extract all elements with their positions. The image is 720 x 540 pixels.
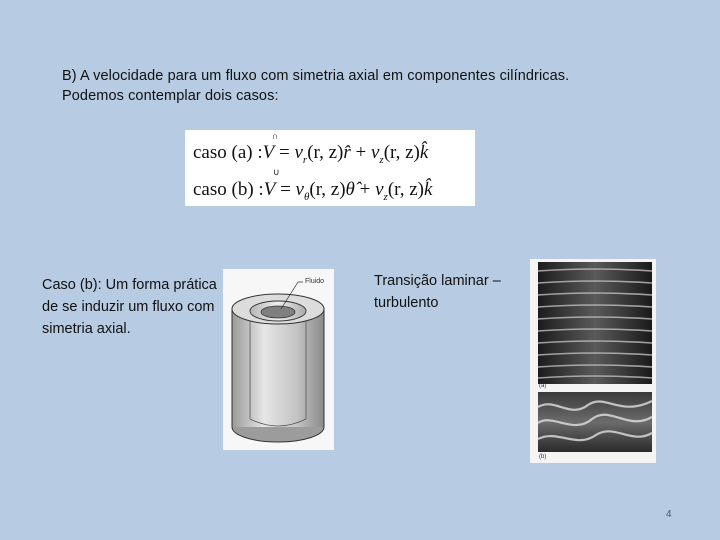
cylinder-drawing: [223, 269, 334, 450]
flow-photographs: [530, 259, 656, 463]
equation-case-a: [193, 142, 428, 166]
panel-a-label: (a): [539, 383, 547, 389]
transition-caption: Transição laminar – turbulento: [374, 273, 501, 311]
plus-sign: +: [354, 179, 376, 200]
slide-heading: [62, 66, 682, 106]
unit-vector: r̂: [343, 142, 351, 163]
arguments: (r, z): [309, 179, 346, 200]
case-b-label: caso (b) :: [193, 179, 264, 200]
arguments: (r, z): [307, 142, 344, 163]
subscript: z: [383, 190, 388, 203]
subscript: θ: [303, 190, 310, 203]
vector-v: V: [262, 142, 275, 163]
case-a-label: caso (a) :: [193, 142, 263, 163]
velocity-term: v: [294, 142, 303, 163]
velocity-term: v: [370, 142, 380, 163]
arguments: (r, z): [383, 142, 420, 163]
velocity-term: v: [375, 179, 384, 200]
subscript: z: [379, 153, 384, 166]
equals-sign: =: [274, 142, 295, 163]
heading-line-2: Podemos contemplar dois casos:: [62, 88, 279, 104]
equations-image: [185, 130, 475, 206]
laminar-turbulent-figure: [530, 259, 656, 463]
heading-line-1: B) A velocidade para um fluxo com simetria axial em componentes cilíndricas.: [62, 68, 570, 84]
unit-vector: θ̂: [345, 179, 355, 200]
subscript: r: [302, 153, 308, 166]
unit-vector: k̂: [423, 179, 433, 200]
equals-sign: =: [275, 179, 296, 200]
case-b-caption: Caso (b): Um forma prática de se induzir um fluxo com simetria axial.: [42, 277, 217, 337]
fluid-label: Fluido: [305, 278, 325, 285]
vector-mark-a: ∩: [272, 131, 279, 141]
unit-vector: k̂: [419, 142, 429, 163]
vector-v: V: [263, 179, 276, 200]
concentric-cylinders-figure: [223, 269, 334, 450]
vector-mark-b: ∪: [273, 167, 280, 177]
equation-case-b: [193, 179, 432, 203]
plus-sign: +: [350, 142, 371, 163]
page-number: 4: [666, 509, 672, 520]
panel-b-label: (b): [539, 454, 547, 460]
arguments: (r, z): [387, 179, 424, 200]
velocity-term: v: [295, 179, 304, 200]
